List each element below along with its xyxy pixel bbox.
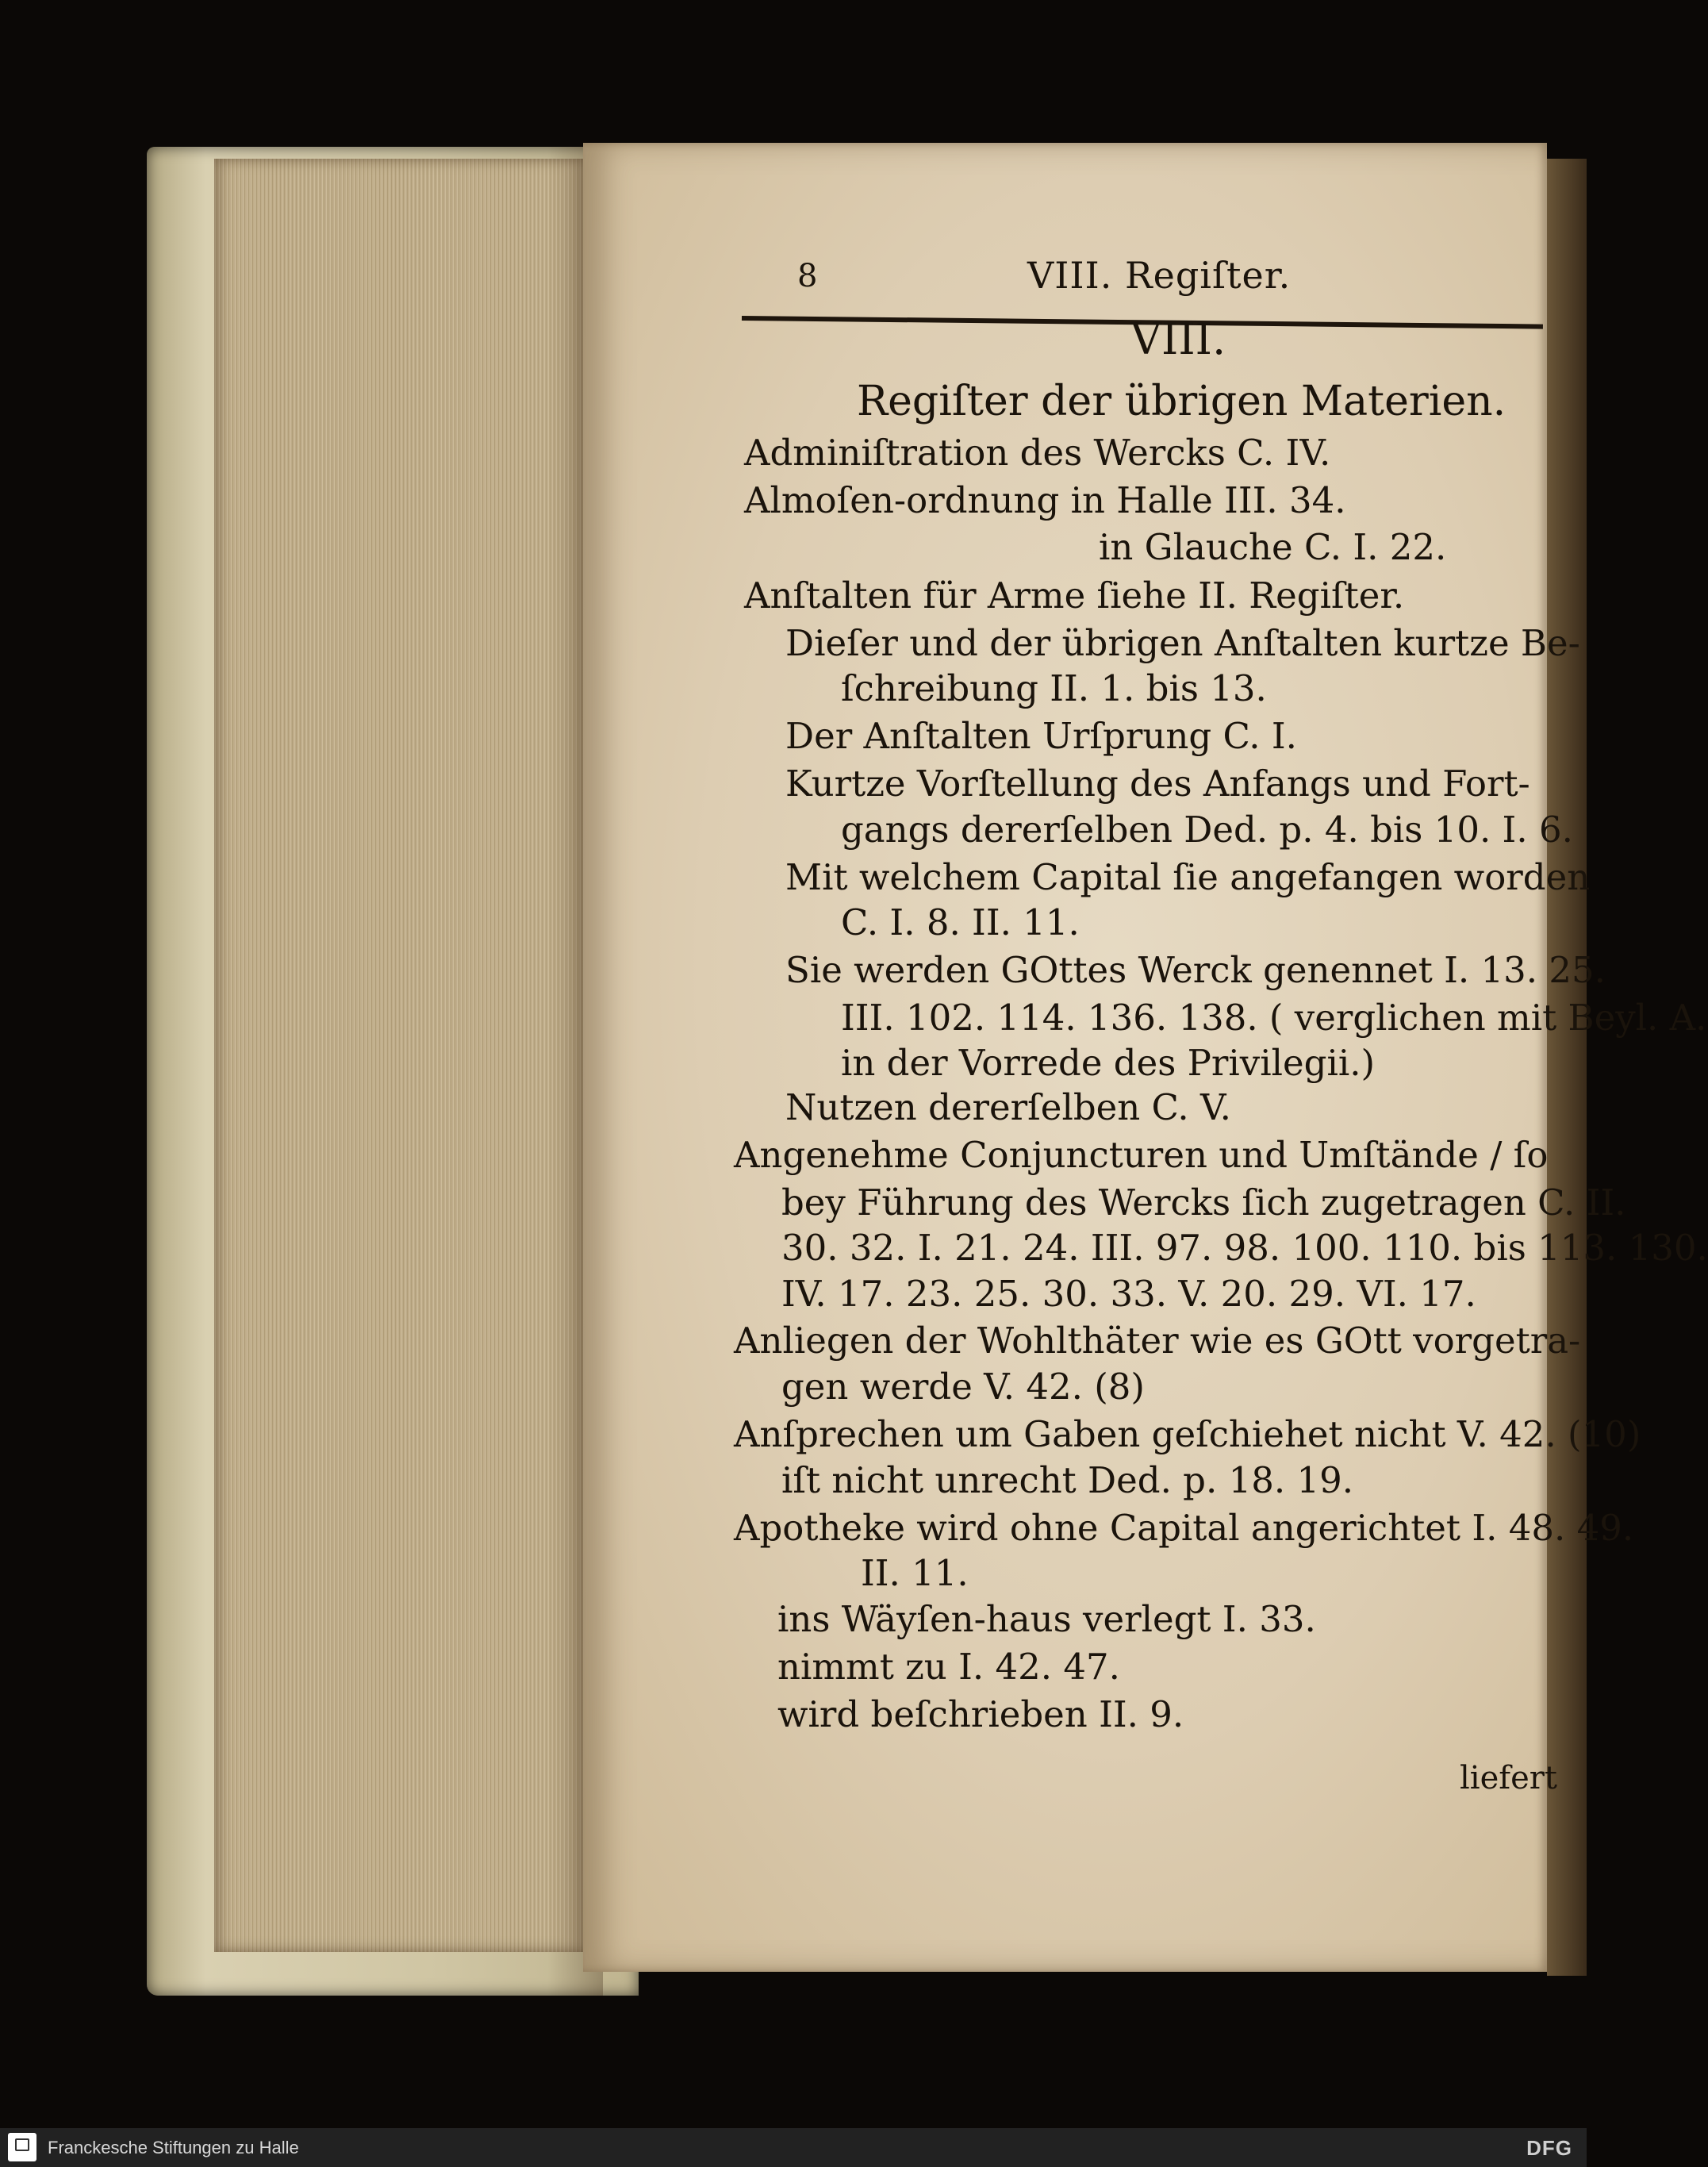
- institution-logo-icon: [8, 2133, 36, 2161]
- page-number: 8: [797, 258, 818, 294]
- dfg-logo: DFG: [1526, 2136, 1572, 2160]
- entry-line: Sie werden GOttes Werck genennet I. 13. 25.: [785, 949, 1606, 991]
- entry-line: IV. 17. 23. 25. 30. 33. V. 20. 29. VI. 17.: [781, 1273, 1476, 1315]
- entry-line: bey Führung des Wercks ſich zugetragen C. II.: [781, 1181, 1626, 1224]
- entry-line: Apotheke wird ohne Capital angerichtet I. 48. 49.: [734, 1507, 1634, 1549]
- entry-line: Dieſer und der übrigen Anſtalten kurtze Be-: [785, 622, 1580, 664]
- entry-line: Almoſen-ordnung in Halle III. 34.: [744, 479, 1346, 521]
- entry-line: in der Vorrede des Privilegii.): [841, 1042, 1376, 1084]
- entry-line: gen werde V. 42. (8): [781, 1366, 1145, 1408]
- entry-line: ſchreibung II. 1. bis 13.: [841, 667, 1267, 709]
- entry-line: nimmt zu I. 42. 47.: [777, 1646, 1120, 1688]
- entry-line: Anſtalten für Arme ſiehe II. Regiſter.: [744, 574, 1405, 617]
- entry-line: C. I. 8. II. 11.: [841, 901, 1080, 943]
- entry-line: ins Wäyſen-haus verlegt I. 33.: [777, 1598, 1316, 1640]
- entry-line: II. 11.: [861, 1552, 969, 1594]
- viewer-footer: [0, 2128, 1587, 2167]
- entry-line: Nutzen dererſelben C. V.: [785, 1086, 1231, 1128]
- running-head-title: VIII. Regiſter.: [1027, 254, 1292, 297]
- page-edges: [214, 159, 587, 1952]
- entry-line: wird beſchrieben II. 9.: [777, 1693, 1184, 1735]
- entry-line: Angenehme Conjuncturen und Umſtände / ſo: [734, 1134, 1549, 1176]
- catchword: liefert: [1460, 1760, 1557, 1796]
- entry-line: gangs dererſelben Ded. p. 4. bis 10. I. 6.: [841, 809, 1573, 851]
- section-number: VIII.: [1130, 314, 1226, 364]
- entry-line: in Glauche C. I. 22.: [1099, 526, 1447, 568]
- entry-line: Der Anſtalten Urſprung C. I.: [785, 715, 1297, 757]
- entry-line: Adminiſtration des Wercks C. IV.: [744, 432, 1331, 474]
- section-title: Regiſter der übrigen Materien.: [857, 378, 1506, 425]
- entry-line: Kurtze Vorſtellung des Anfangs und Fort-: [785, 763, 1530, 805]
- entry-line: 30. 32. I. 21. 24. III. 97. 98. 100. 110. bis 113. 130.: [781, 1227, 1708, 1269]
- institution-name: Franckesche Stiftungen zu Halle: [48, 2138, 299, 2157]
- entry-line: iſt nicht unrecht Ded. p. 18. 19.: [781, 1459, 1354, 1501]
- entry-line: Anliegen der Wohlthäter wie es GOtt vorgetra-: [734, 1320, 1581, 1362]
- running-head: [797, 254, 1511, 302]
- entry-line: Anſprechen um Gaben geſchiehet nicht V. 42. (10): [734, 1413, 1641, 1455]
- entry-line: III. 102. 114. 136. 138. ( verglichen mit Beyl. A.: [841, 997, 1707, 1039]
- facing-page-edge: [1547, 159, 1587, 1976]
- entry-line: Mit welchem Capital ſie angefangen worden: [785, 856, 1591, 898]
